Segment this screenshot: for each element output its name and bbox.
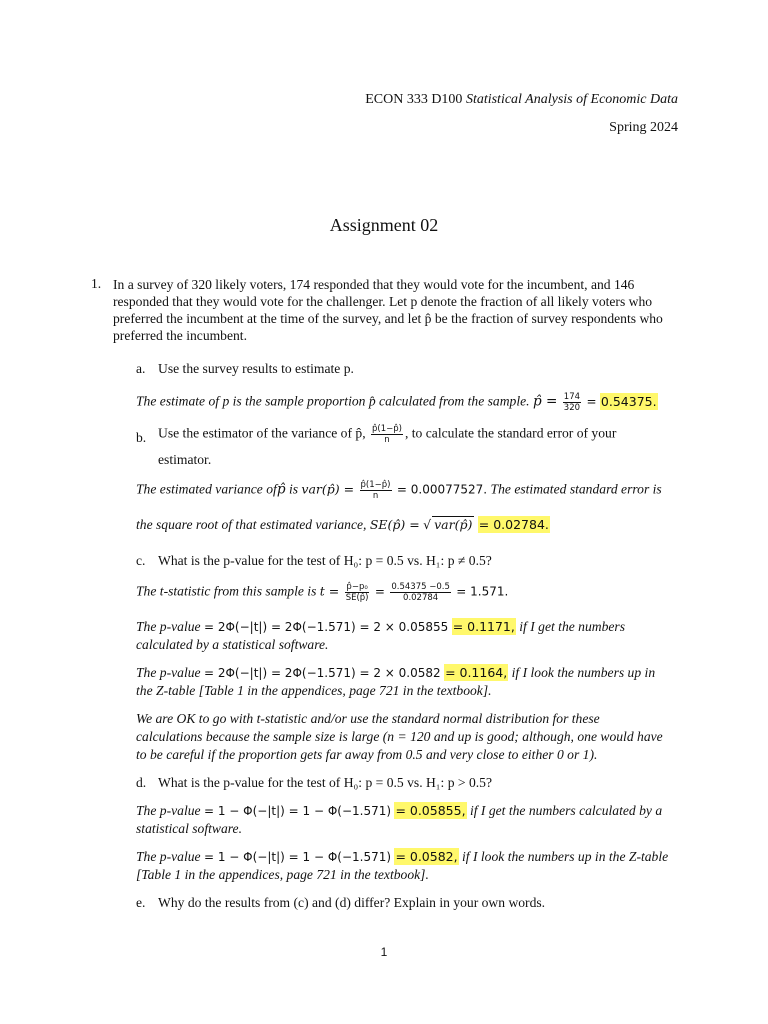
part-e-label: e. [136, 895, 146, 910]
part-d-result-1: = 0.05855, [395, 803, 466, 818]
part-d-pvalue-1-line2: statistical software. [136, 821, 242, 836]
part-d-label: d. [136, 775, 147, 790]
question-number: 1. [91, 276, 102, 291]
course-title: Statistical Analysis of Economic Data [465, 92, 678, 107]
part-a-result: 0.54375. [600, 393, 657, 409]
part-c-pvalue-1: The p-value = 2Φ(−|t|) = 2Φ(−1.571) = 2 × 0.05855 = 0.1171, if I get the numbers [136, 619, 625, 634]
part-c-pvalue-2-line2: the Z-table [Table 1 in the appendices, page 721 in the textbook]. [136, 683, 492, 698]
part-e-question: Why do the results from (c) and (d) differ? Explain in your own words. [158, 895, 546, 910]
part-d-pvalue-1: The p-value = 1 − Φ(−|t|) = 1 − Φ(−1.571) = 0.05855, if I get the numbers calculated by a [136, 803, 663, 818]
part-d-pvalue-2-line2: [Table 1 in the appendices, page 721 in the textbook]. [136, 867, 429, 882]
part-a-answer-text: The estimate of p is the sample proportion p̂ calculated from the sample. [136, 393, 530, 409]
header-course [365, 92, 678, 108]
part-a-label: a. [136, 361, 146, 376]
part-b-question: Use the estimator of the variance of p̂, $\frac{p̂(1-p̂)}{n}$ , to calculate the standard error of your [158, 424, 617, 445]
part-d-question: What is the p-value for the test of H₀: p = 0.5 vs. H₁: p > 0.5? [158, 775, 493, 790]
part-d-pvalue-2: The p-value = 1 − Φ(−|t|) = 1 − Φ(−1.571) = 0.0582, if I look the numbers up in the Z-table [136, 849, 669, 864]
part-c-note-line2: calculations because the sample size is large (n = 120 and up is good; although, one would have [136, 729, 663, 744]
part-a-fraction: $\frac{174}{320}$ [563, 392, 581, 413]
part-c-note-line1: We are OK to go with t-statistic and/or use the standard normal distribution for these [136, 711, 600, 726]
part-c-pvalue-1-line2: calculated by a statistical software. [136, 637, 329, 652]
part-b-answer-2: the square root of that estimated variance, SE(p̂) = √ var(p̂) = 0.02784. [136, 517, 549, 532]
part-b-result: = 0.02784. [478, 517, 549, 532]
question-prompt: In a survey of 320 likely voters, 174 responded that they would vote for the incumbent, and 146 responded that they would vote for the challenger. Let p denote the fraction of all likely voters who preferred the incumbent at the time of the survey, and let p̂ be the fraction of survey respondents who preferred the incumbent. [113, 277, 663, 343]
part-b-question-line2: estimator. [158, 452, 212, 467]
page-number: 1 [380, 945, 388, 959]
header-term: Spring 2024 [609, 120, 678, 135]
part-a-answer: The estimate of p is the sample proportion p̂ calculated from the sample. p̂ = $\frac{174}{320}$ = 0.54375. [136, 392, 657, 413]
part-a-question: Use the survey results to estimate p. [158, 361, 354, 376]
part-c-pvalue-2: The p-value = 2Φ(−|t|) = 2Φ(−1.571) = 2 × 0.0582 = 0.1164, if I look the numbers up in [136, 665, 656, 680]
part-c-note-line3: to be careful if the proportion gets far away from 0.5 and very close to either 0 or 1). [136, 747, 598, 762]
page-title: Assignment 02 [329, 215, 439, 235]
part-c-result-2: = 0.1164, [445, 665, 508, 680]
part-c-tstat: The t-statistic from this sample is t = $\frac{\text{p̂−p₀}}{SE(p̂)}$ = $\frac{0.54375 -0.5}{0.02784}$ = 1.571. [136, 582, 509, 603]
part-c-label: c. [136, 553, 146, 568]
part-d-result-2: = 0.0582, [395, 849, 458, 864]
part-c-question: What is the p-value for the test of H₀: p = 0.5 vs. H₁: p ≠ 0.5? [158, 553, 492, 568]
course-code: ECON 333 D100 [365, 92, 463, 107]
part-b-label: b. [136, 430, 147, 445]
part-b-answer-1: The estimated variance ofp̂ is var(p̂) = $\frac{p̂(1-p̂)}{n}$ = 0.00077527. The estimated standard error is [136, 480, 662, 501]
part-c-result-1: = 0.1171, [452, 619, 515, 634]
